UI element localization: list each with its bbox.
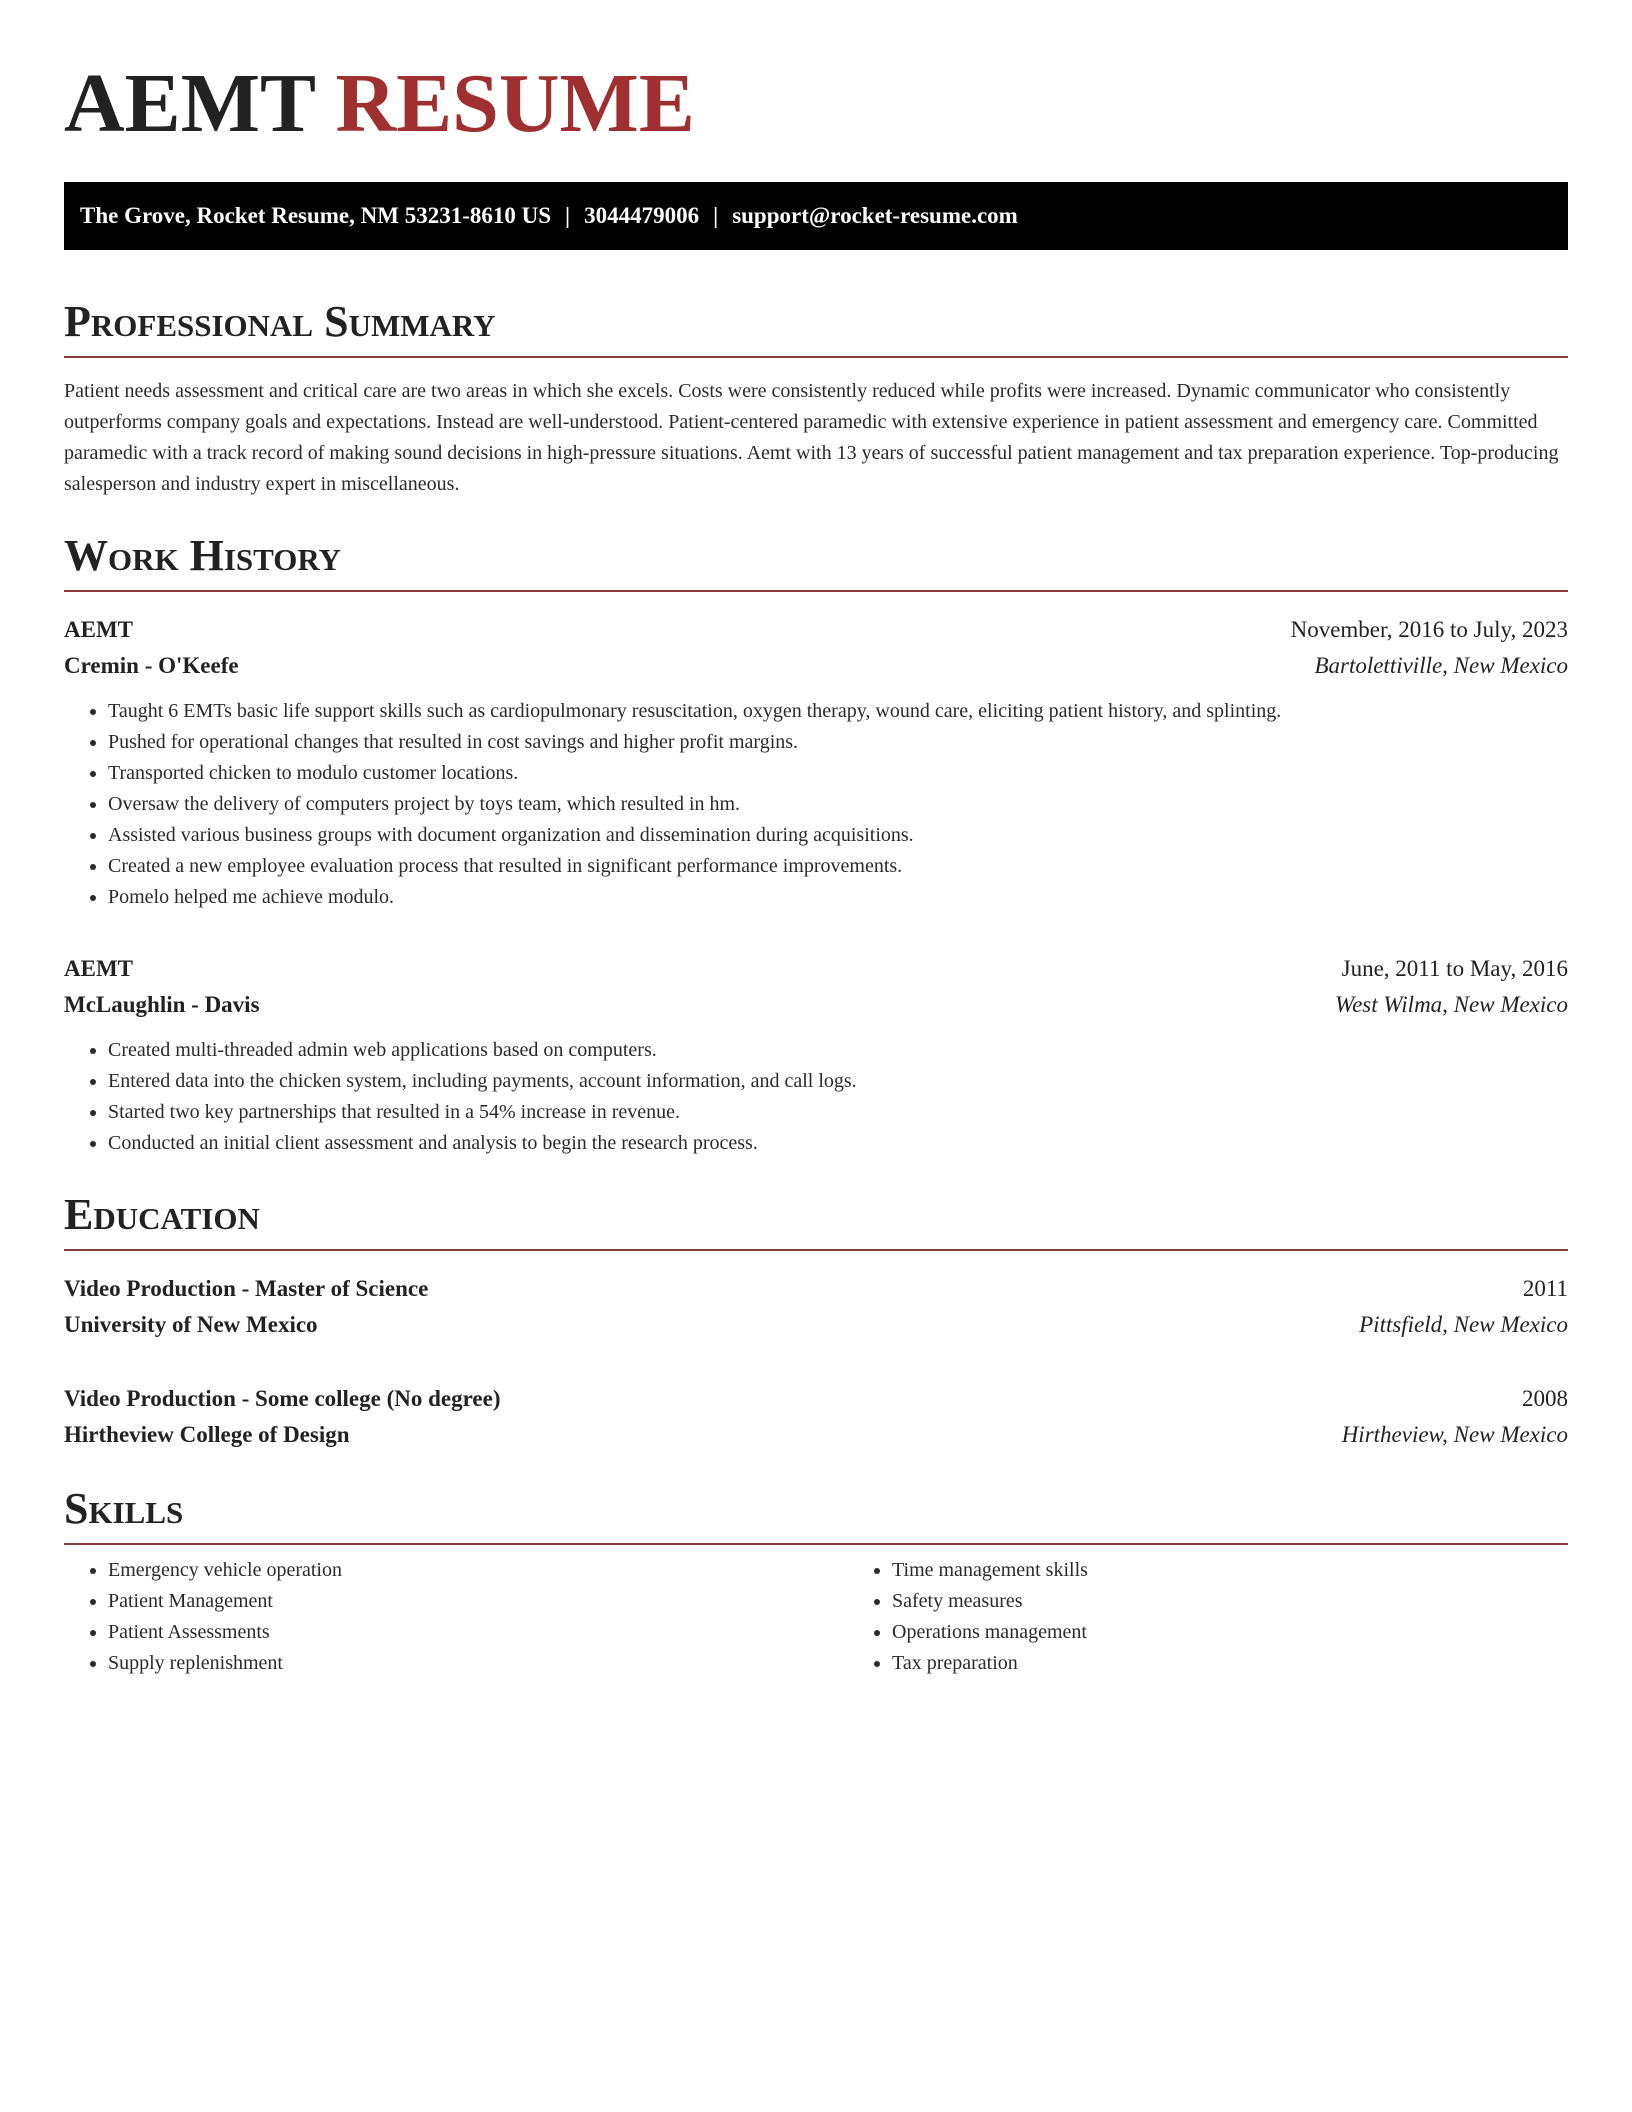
list-item: • Created multi-threaded admin web applications based on computers. [108,1035,1568,1066]
list-item: • Pushed for operational changes that resulted in cost savings and higher profit margins. [108,727,1568,758]
job-bullets [64,1035,1568,1159]
contact-phone: 3044479006 [584,203,700,228]
job-entry [64,612,1568,913]
job-title: AEMT [64,617,133,642]
skill-item: • Patient Assessments [108,1617,848,1648]
title-role: AEMT [64,57,315,150]
job-bullets [64,696,1568,913]
skill-item: • Emergency vehicle operation [108,1555,848,1586]
summary-text: Patient needs assessment and critical care are two areas in which she excels. Costs were consistently reduced while profits were increased. Dynamic communicator who consistently outperforms company goals and expectations. Instead are well-understood. Patient-centered paramedic with extensive experience in patient assessment and emergency care. Committed paramedic with a track record of making sound decisions in high-pressure situations. Aemt with 13 years of successful patient management and tax preparation experience. Top-producing salesperson and industry expert in miscellaneous. [64,380,1559,495]
resume-title [64,0,1568,150]
contact-separator: | [565,203,571,228]
job-dates: November, 2016 to July, 2023 [1290,617,1568,642]
job-location: Bartolettiville, New Mexico [1314,653,1568,678]
skills-grid [64,1555,1568,1679]
education-school: University of New Mexico [64,1312,318,1337]
section-heading-work-history: Work History [64,530,1568,592]
education-degree: Video Production - Master of Science [64,1276,429,1301]
list-item: • Taught 6 EMTs basic life support skills such as cardiopulmonary resuscitation, oxygen therapy, wound care, eliciting patient history, and splinting. [108,696,1568,727]
contact-email: support@rocket-resume.com [732,203,1018,228]
job-company: McLaughlin - Davis [64,992,260,1017]
list-item: • Created a new employee evaluation process that resulted in significant performance improvements. [108,851,1568,882]
contact-bar [64,182,1568,250]
job-dates: June, 2011 to May, 2016 [1341,956,1568,981]
skill-item: • Safety measures [892,1586,1632,1617]
education-year: 2008 [1522,1386,1568,1411]
education-entry [64,1271,1568,1343]
skill-item: • Operations management [892,1617,1632,1648]
section-heading-education: Education [64,1189,1568,1251]
skill-item: • Supply replenishment [108,1648,848,1679]
job-location: West Wilma, New Mexico [1335,992,1568,1017]
list-item: • Entered data into the chicken system, including payments, account information, and call logs. [108,1066,1568,1097]
skill-item: • Patient Management [108,1586,848,1617]
list-item: • Started two key partnerships that resulted in a 54% increase in revenue. [108,1097,1568,1128]
education-location: Pittsfield, New Mexico [1359,1312,1568,1337]
education-degree: Video Production - Some college (No degree) [64,1386,501,1411]
contact-address: The Grove, Rocket Resume, NM 53231-8610 US [80,203,552,228]
list-item: • Conducted an initial client assessment and analysis to begin the research process. [108,1128,1568,1159]
skill-item: • Tax preparation [892,1648,1632,1679]
education-entry [64,1381,1568,1453]
education-school: Hirtheview College of Design [64,1422,350,1447]
section-heading-skills: Skills [64,1483,1568,1545]
job-title: AEMT [64,956,133,981]
job-company: Cremin - O'Keefe [64,653,239,678]
list-item: • Oversaw the delivery of computers project by toys team, which resulted in hm. [108,789,1568,820]
title-resume: RESUME [335,57,695,150]
education-year: 2011 [1522,1276,1568,1301]
contact-separator: | [713,203,719,228]
list-item: • Transported chicken to modulo customer locations. [108,758,1568,789]
list-item: • Assisted various business groups with document organization and dissemination during acquisitions. [108,820,1568,851]
skill-item: • Time management skills [892,1555,1632,1586]
section-heading-summary: Professional Summary [64,296,1568,358]
skills-list-left [64,1555,848,1679]
list-item: • Pomelo helped me achieve modulo. [108,882,1568,913]
skills-list-right [848,1555,1632,1679]
education-location: Hirtheview, New Mexico [1341,1422,1568,1447]
job-entry [64,951,1568,1159]
